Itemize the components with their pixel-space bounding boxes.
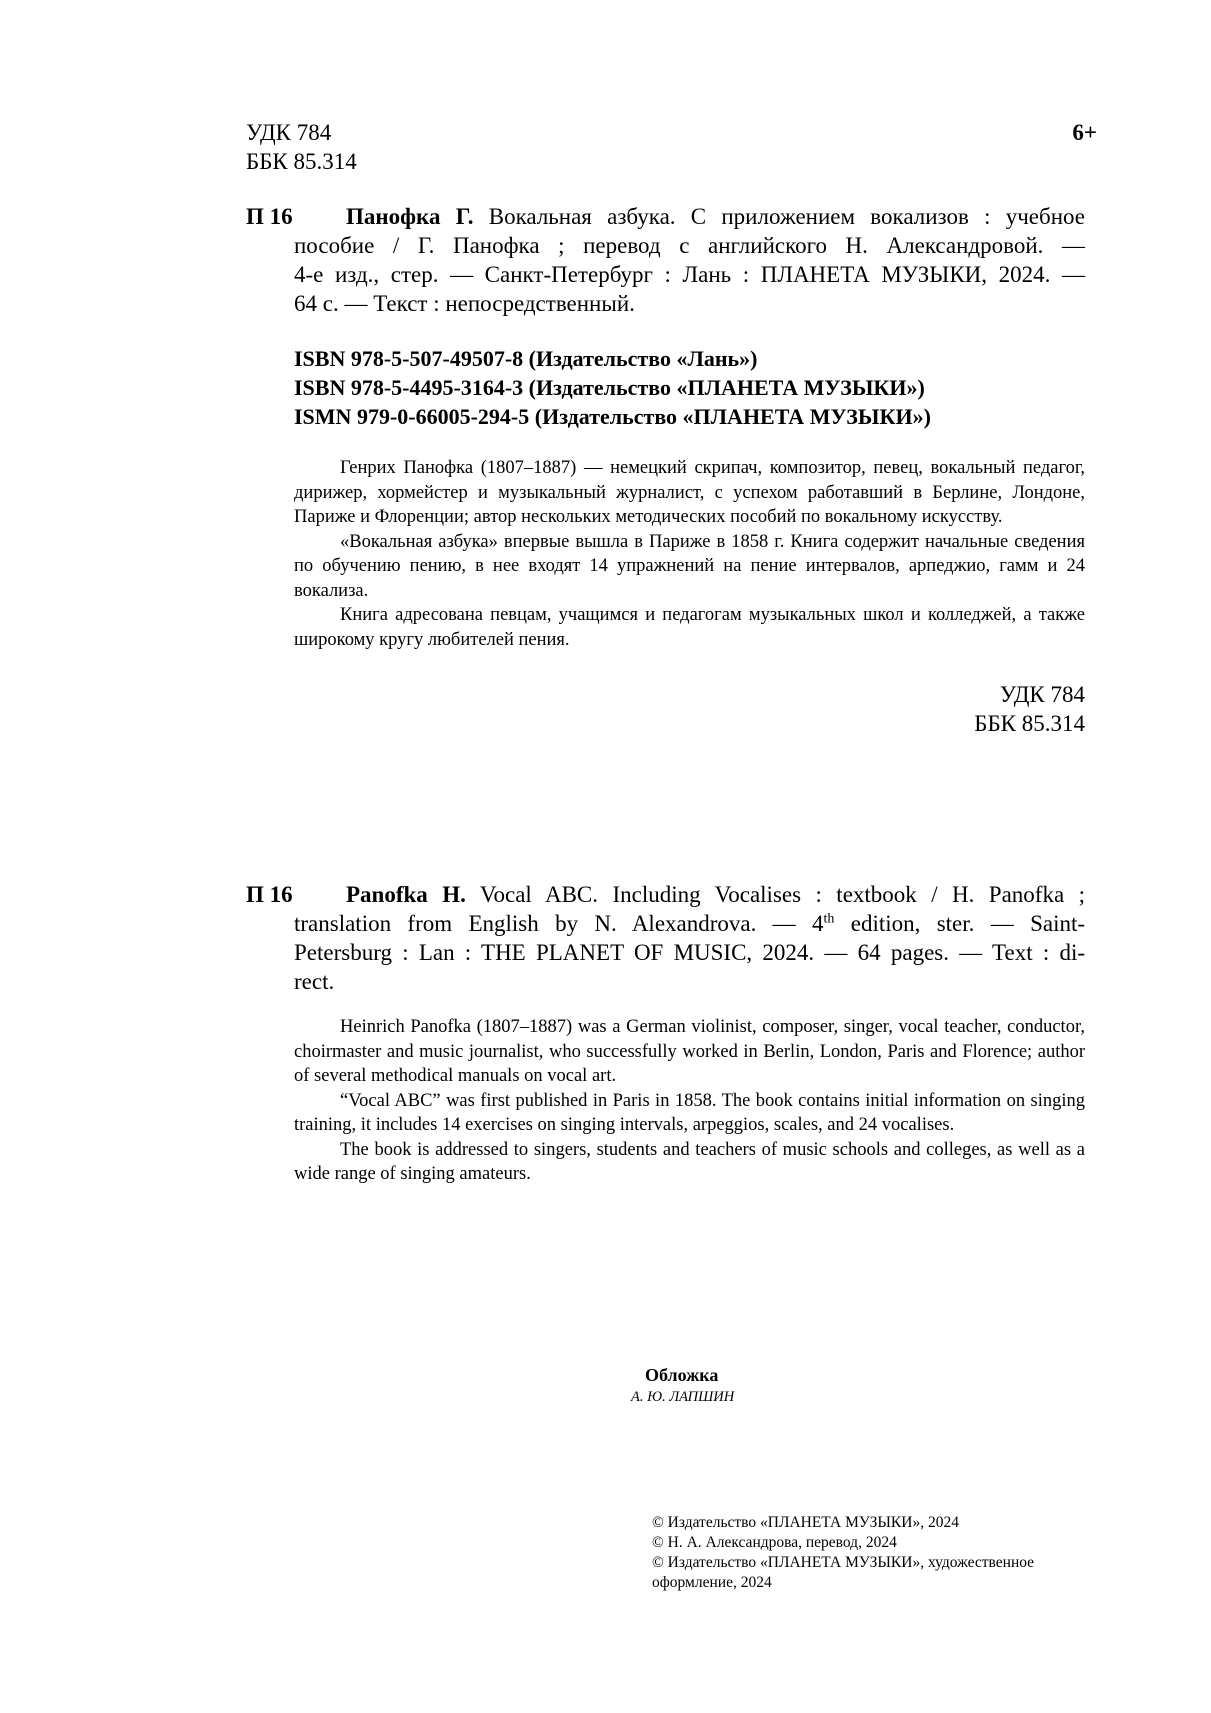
udk-code: УДК 784	[246, 120, 332, 145]
en-entry-author: Panofka H.	[346, 882, 466, 907]
ru-annotation-p3: Книга адресована певцам, учащимся и педагогам музыкальных школ и колледжей, а также широкому кругу любителей пения.	[294, 605, 1085, 650]
ru-entry-line-1: Панофка Г. Вокальная азбука. С приложением вокализов : учебное	[346, 204, 1086, 229]
footer-bbk: ББК 85.314	[974, 711, 1085, 736]
isbn-planet: ISBN 978-5-4495-3164-3 (Издательство «ПЛАНЕТА МУЗЫКИ»)	[294, 375, 925, 400]
bbk-code: ББК 85.314	[246, 149, 357, 174]
ru-entry-code: П 16	[246, 204, 293, 229]
en-annotation	[294, 1015, 1085, 1187]
copyright-block	[652, 1513, 1082, 1593]
en-entry-line-3: Petersburg : Lan : THE PLANET OF MUSIC, 2024. — 64 pages. — Text : di-	[294, 940, 1085, 965]
ismn-planet: ISMN 979-0-66005-294-5 (Издательство «ПЛАНЕТА МУЗЫКИ»)	[294, 404, 931, 429]
en-annotation-p2: “Vocal ABC” was first published in Paris in 1858. The book contains initial information on singing training, it includes 14 exercises on singing intervals, arpeggios, scales, and 24 vocalises.	[294, 1090, 1085, 1135]
copyright-line-1: © Издательство «ПЛАНЕТА МУЗЫКИ», 2024	[652, 1514, 959, 1531]
en-bibliographic-entry	[246, 880, 1085, 996]
isbn-lan: ISBN 978-5-507-49507-8 (Издательство «Лань»)	[294, 346, 758, 371]
ru-annotation	[294, 456, 1085, 652]
age-rating: 6+	[1072, 120, 1097, 145]
cover-artist: А. Ю. ЛАПШИН	[631, 1389, 735, 1405]
copyright-line-2: © Н. А. Александрова, перевод, 2024	[652, 1534, 897, 1551]
en-annotation-p3: The book is addressed to singers, students and teachers of music schools and colleges, as well as a wide range of singing amateurs.	[294, 1139, 1085, 1184]
en-entry-line-1: Panofka H. Vocal ABC. Including Vocalises : textbook / H. Panofka ;	[346, 882, 1085, 907]
copyright-line-3: © Издательство «ПЛАНЕТА МУЗЫКИ», художественное	[652, 1554, 1035, 1571]
identifiers-block	[294, 344, 931, 431]
en-annotation-p1: Heinrich Panofka (1807–1887) was a German violinist, composer, singer, vocal teacher, conductor, choirmaster and music journalist, who successfully worked in Berlin, London, Paris and Florence; author of several methodical manuals on vocal art.	[294, 1017, 1085, 1086]
copyright-line-4: оформление, 2024	[652, 1574, 772, 1591]
classification-codes	[246, 118, 357, 176]
ru-entry-line-2: пособие / Г. Панофка ; перевод с английского Н. Александровой. —	[294, 233, 1085, 258]
ru-annotation-p1: Генрих Панофка (1807–1887) — немецкий скрипач, композитор, певец, вокальный педагог, дирижер, хормейстер и музыкальный журналист, с успехом работавший в Берлине, Лондоне, Париже и Флоренции; автор нескольких методических пособий по вокальному искусству.	[294, 458, 1085, 527]
cover-label: Обложка	[645, 1365, 719, 1385]
footer-codes	[974, 680, 1085, 738]
en-entry-line-2: translation from English by N. Alexandrova. — 4th edition, ster. — Saint-	[294, 911, 1086, 936]
ru-entry-author: Панофка Г.	[346, 204, 474, 229]
ru-entry-line-4: 64 с. — Текст : непосредственный.	[294, 291, 635, 316]
en-entry-line-4: rect.	[294, 969, 335, 994]
ru-bibliographic-entry	[246, 202, 1085, 318]
en-entry-code: П 16	[246, 882, 293, 907]
ru-entry-line-3: 4-е изд., стер. — Санкт-Петербург : Лань : ПЛАНЕТА МУЗЫКИ, 2024. —	[294, 262, 1085, 287]
ru-annotation-p2: «Вокальная азбука» впервые вышла в Париже в 1858 г. Книга содержит начальные сведения по обучению пению, в нее входят 14 упражнений на пение интервалов, арпеджио, гамм и 24 вокализа.	[294, 531, 1085, 601]
footer-udk: УДК 784	[999, 682, 1085, 707]
